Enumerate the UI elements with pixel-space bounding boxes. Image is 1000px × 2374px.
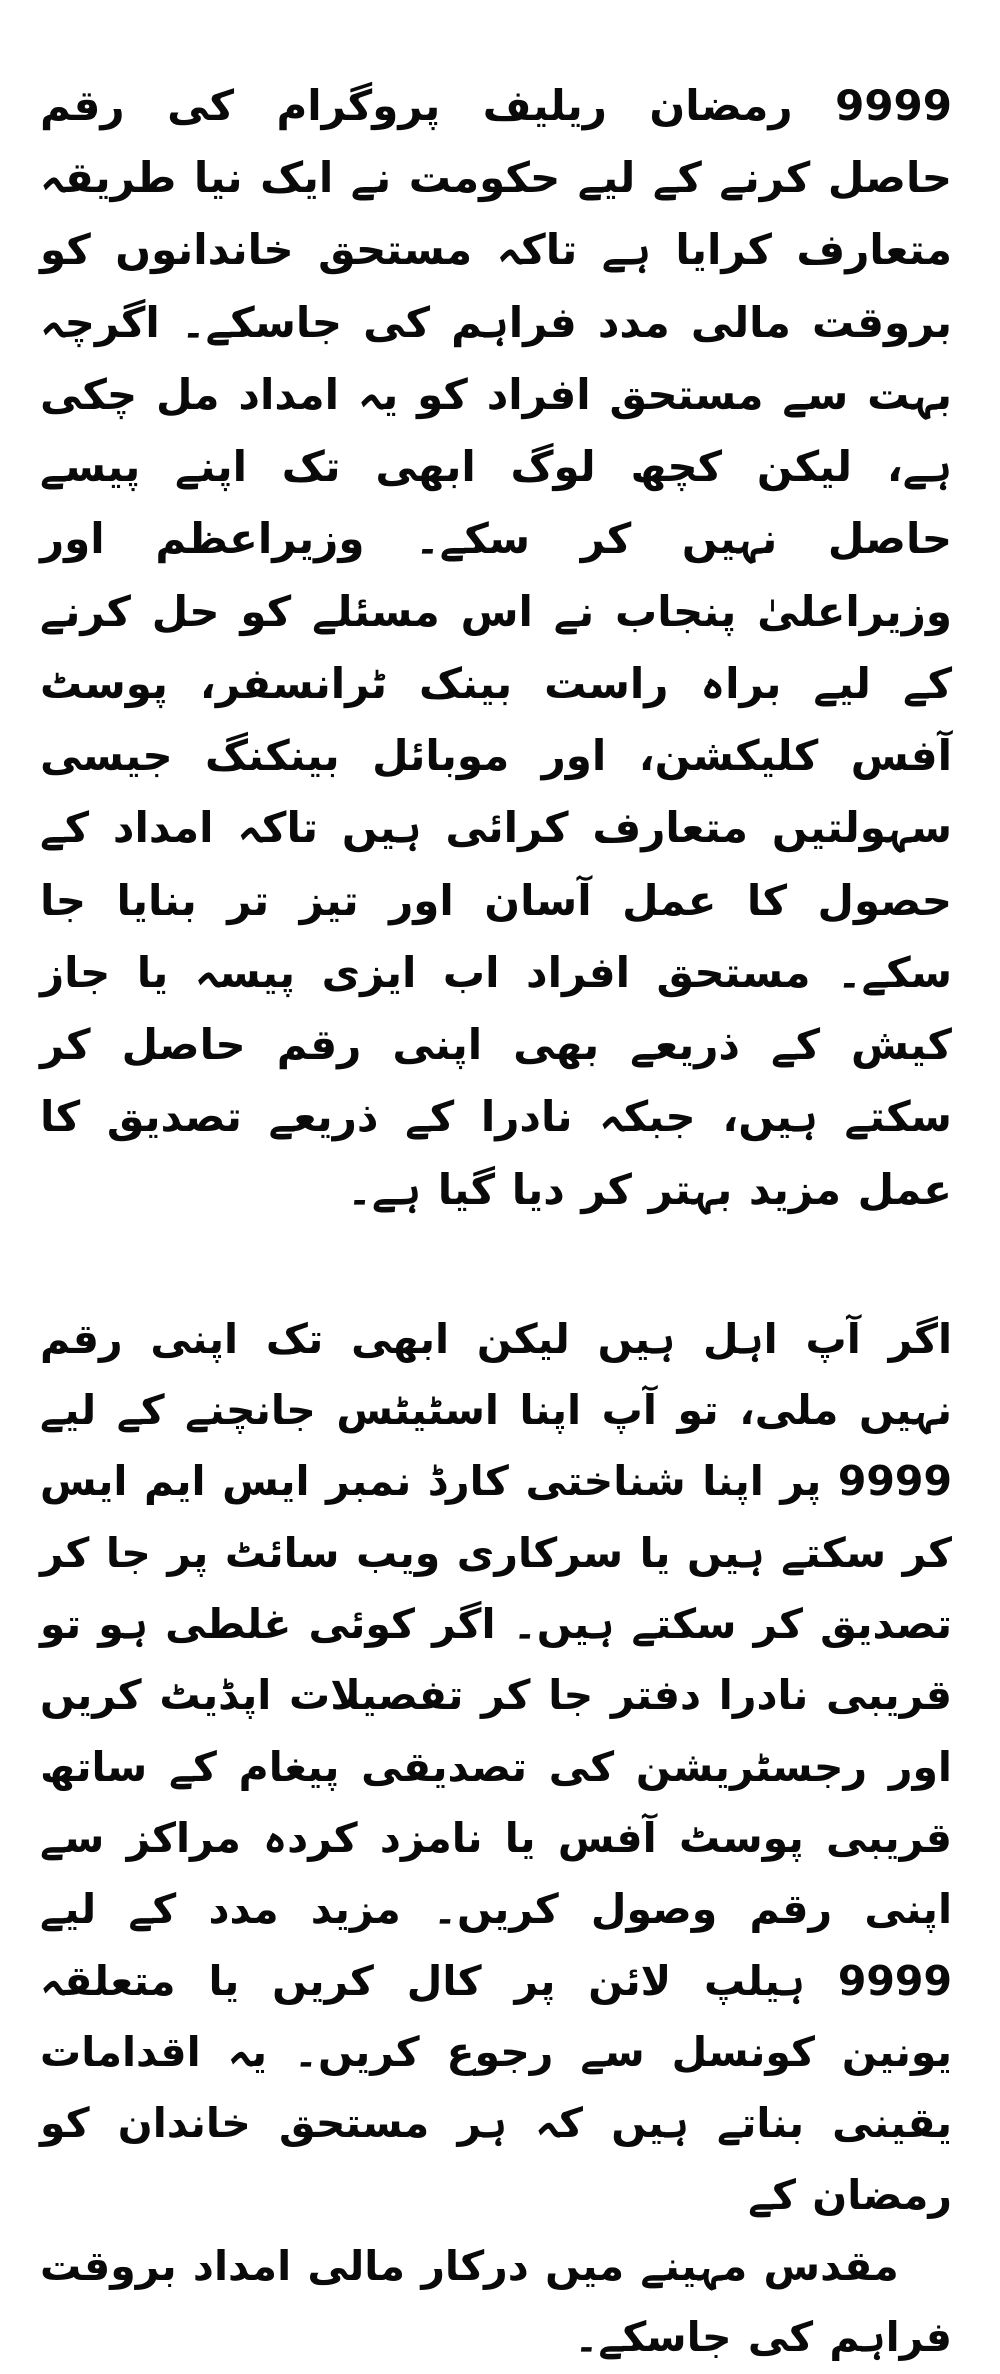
paragraph-instructions-tail: مقدس مہینے میں درکار مالی امداد بروقت فراہم کی جاسکے۔ bbox=[40, 2242, 952, 2362]
paragraph-spacer bbox=[40, 1226, 952, 1304]
paragraph-intro: 9999 رمضان ریلیف پروگرام کی رقم حاصل کرنے کے لیے حکومت نے ایک نیا طریقہ متعارف کرایا ہے تاکہ مستحق خاندانوں کو بروقت مالی مدد فراہم کی جاسکے۔ اگرچہ بہت سے مستحق افراد کو یہ امداد مل چکی ہے، لیکن کچھ لوگ ابھی تک اپنے پیسے حاصل نہیں کر سکے۔ وزیراعظم اور وزیراعلیٰ پنجاب نے اس مسئلے کو حل کرنے کے لیے براہ راست بینک ٹرانسفر، پوسٹ آفس کلیکشن، اور موبائل بینکنگ جیسی سہولتیں متعارف کرائی ہیں تاکہ امداد کے حصول کا عمل آسان اور تیز تر بنایا جا سکے۔ مستحق افراد اب ایزی پیسہ یا جاز کیش کے ذریعے بھی اپنی رقم حاصل کر سکتے ہیں، جبکہ نادرا کے ذریعے تصدیق کا عمل مزید بہتر کر دیا گیا ہے۔ bbox=[40, 81, 952, 1214]
article-body bbox=[40, 70, 952, 2374]
paragraph-instructions-text: اگر آپ اہل ہیں لیکن ابھی تک اپنی رقم نہیں ملی، تو آپ اپنا اسٹیٹس جانچنے کے لیے 9999 پر اپنا شناختی کارڈ نمبر ایس ایم ایس کر سکتے ہیں یا سرکاری ویب سائٹ پر جا کر تصدیق کر سکتے ہیں۔ اگر کوئی غلطی ہو تو قریبی نادرا دفتر جا کر تفصیلات اپڈیٹ کریں اور رجسٹریشن کی تصدیقی پیغام کے ساتھ قریبی پوسٹ آفس یا نامزد کردہ مراکز سے اپنی رقم وصول کریں۔ مزید مدد کے لیے 9999 ہیلپ لائن پر کال کریں یا متعلقہ یونین کونسل سے رجوع کریں۔ یہ اقدامات یقینی بناتے ہیں کہ ہر مستحق خاندان کو رمضان کے bbox=[40, 1314, 952, 2219]
paragraph-instructions bbox=[40, 1304, 952, 2374]
